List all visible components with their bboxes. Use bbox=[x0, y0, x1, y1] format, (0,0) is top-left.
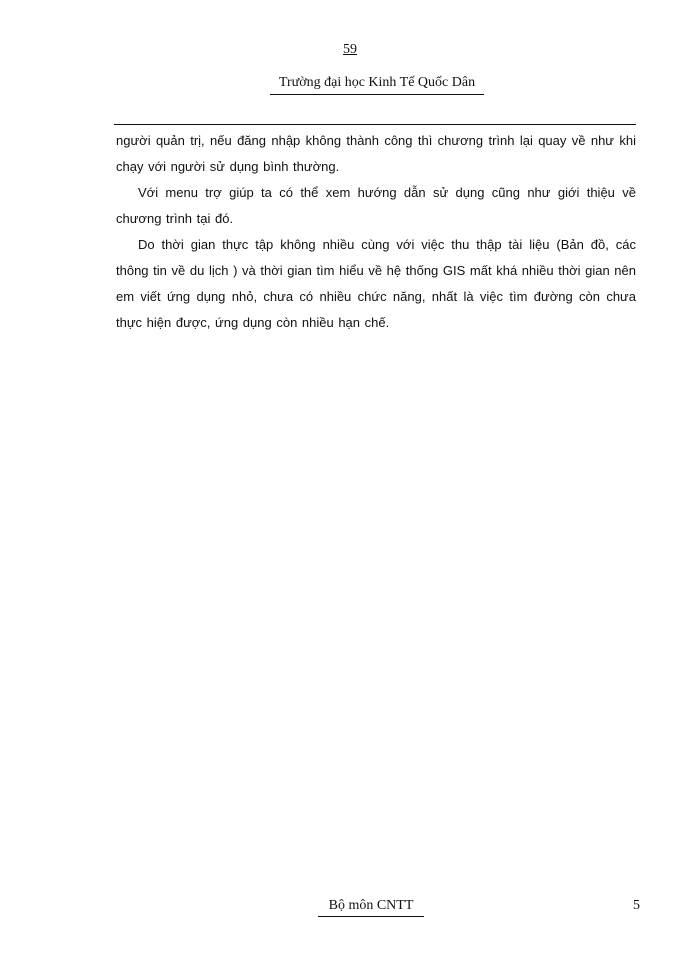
school-name-header: Trường đại học Kinh Tế Quốc Dân bbox=[270, 74, 484, 95]
header-divider-line bbox=[114, 124, 636, 125]
paragraph-help-menu: Với menu trợ giúp ta có thể xem hướng dẫn sử dụng cũng như giới thiệu về chương trình tại đó. bbox=[116, 185, 636, 226]
footer-department: Bộ môn CNTT bbox=[318, 897, 424, 917]
paragraph-limitations: Do thời gian thực tập không nhiều cùng với việc thu thập tài liệu (Bản đồ, các thông tin về du lịch ) và thời gian tìm hiểu về hệ thống GIS mất khá nhiều thời gian nên em viết ứng dụng nhỏ, chưa có nhiều chức năng, nhất là việc tìm đường còn chưa thực hiện được, ứng dụng còn nhiều hạn chế. bbox=[116, 237, 636, 330]
paragraph-continuation: người quản trị, nếu đăng nhập không thành công thì chương trình lại quay về như khi chạy với người sử dụng bình thường. bbox=[116, 133, 636, 174]
footer-page-number: 5 bbox=[633, 898, 640, 913]
page-number-top: 59 bbox=[343, 42, 357, 57]
document-body bbox=[116, 128, 636, 336]
